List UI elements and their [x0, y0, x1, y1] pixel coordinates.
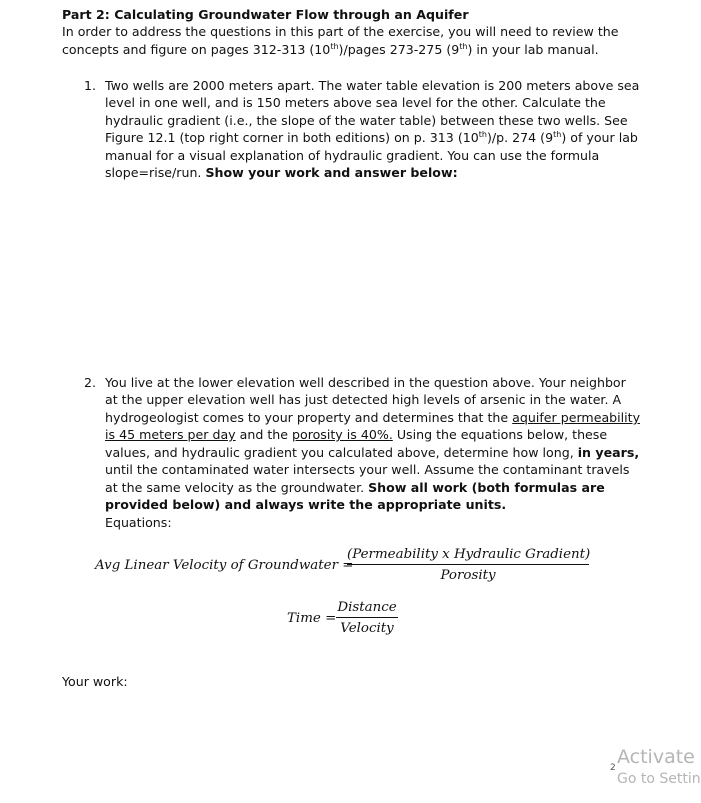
question-2-line-4: is 45 meters per day and the porosity is 40%. Using the equations below, these: [105, 427, 608, 442]
settings-watermark-link[interactable]: Go to Settin: [617, 771, 701, 787]
equations-label: Equations:: [105, 515, 172, 530]
velocity-equation-lhs: Avg Linear Velocity of Groundwater =: [95, 558, 354, 573]
intro-line-1: In order to address the questions in this part of the exercise, you will need to review the: [62, 24, 619, 39]
velocity-fraction-bar: [347, 564, 589, 565]
velocity-fraction: [347, 547, 589, 583]
question-2-line-8: provided below) and always write the appropriate units.: [105, 497, 507, 512]
velocity-denominator: Porosity: [440, 568, 496, 583]
intro-line-2: concepts and figure on pages 312-313 (10th)/pages 273-275 (9th) in your lab manual.: [62, 42, 599, 57]
velocity-numerator: (Permeability x Hydraulic Gradient): [347, 547, 591, 562]
your-work-label: Your work:: [62, 674, 128, 689]
question-1-line-4: Figure 12.1 (top right corner in both editions) on p. 313 (10th)/p. 274 (9th) of your lab: [105, 130, 638, 145]
question-1-line-2: level in one well, and is 150 meters above sea level for the other. Calculate the: [105, 95, 606, 110]
page-number: 2: [610, 763, 616, 773]
time-fraction-bar: [336, 617, 398, 618]
question-1-number: 1.: [84, 78, 97, 93]
question-2-line-6: until the contaminated water intersects your well. Assume the contaminant travels: [105, 462, 630, 477]
question-1-line-5: manual for a visual explanation of hydraulic gradient. You can use the formula: [105, 148, 600, 163]
question-2-line-7: at the same velocity as the groundwater. Show all work (both formulas are: [105, 480, 605, 495]
question-2-line-2: at the upper elevation well has just detected high levels of arsenic in the water. A: [105, 392, 622, 407]
question-2-line-1: You live at the lower elevation well described in the question above. Your neighbor: [105, 375, 626, 390]
question-2-number: 2.: [84, 375, 97, 390]
activate-watermark: Activate: [617, 746, 695, 768]
time-equation-lhs: Time =: [287, 611, 337, 626]
question-1-line-1: Two wells are 2000 meters apart. The water table elevation is 200 meters above sea: [105, 78, 640, 93]
question-1-line-3: hydraulic gradient (i.e., the slope of the water table) between these two wells. See: [105, 113, 628, 128]
question-2-line-3: hydrogeologist comes to your property and determines that the aquifer permeability: [105, 410, 641, 425]
time-numerator: Distance: [337, 600, 397, 615]
time-denominator: Velocity: [340, 621, 394, 636]
time-fraction: [336, 600, 398, 636]
question-1-line-6: slope=rise/run. Show your work and answer below:: [105, 165, 458, 180]
question-2-line-5: values, and hydraulic gradient you calculated above, determine how long, in years,: [105, 445, 640, 460]
part-title: Part 2: Calculating Groundwater Flow through an Aquifer: [62, 7, 469, 22]
